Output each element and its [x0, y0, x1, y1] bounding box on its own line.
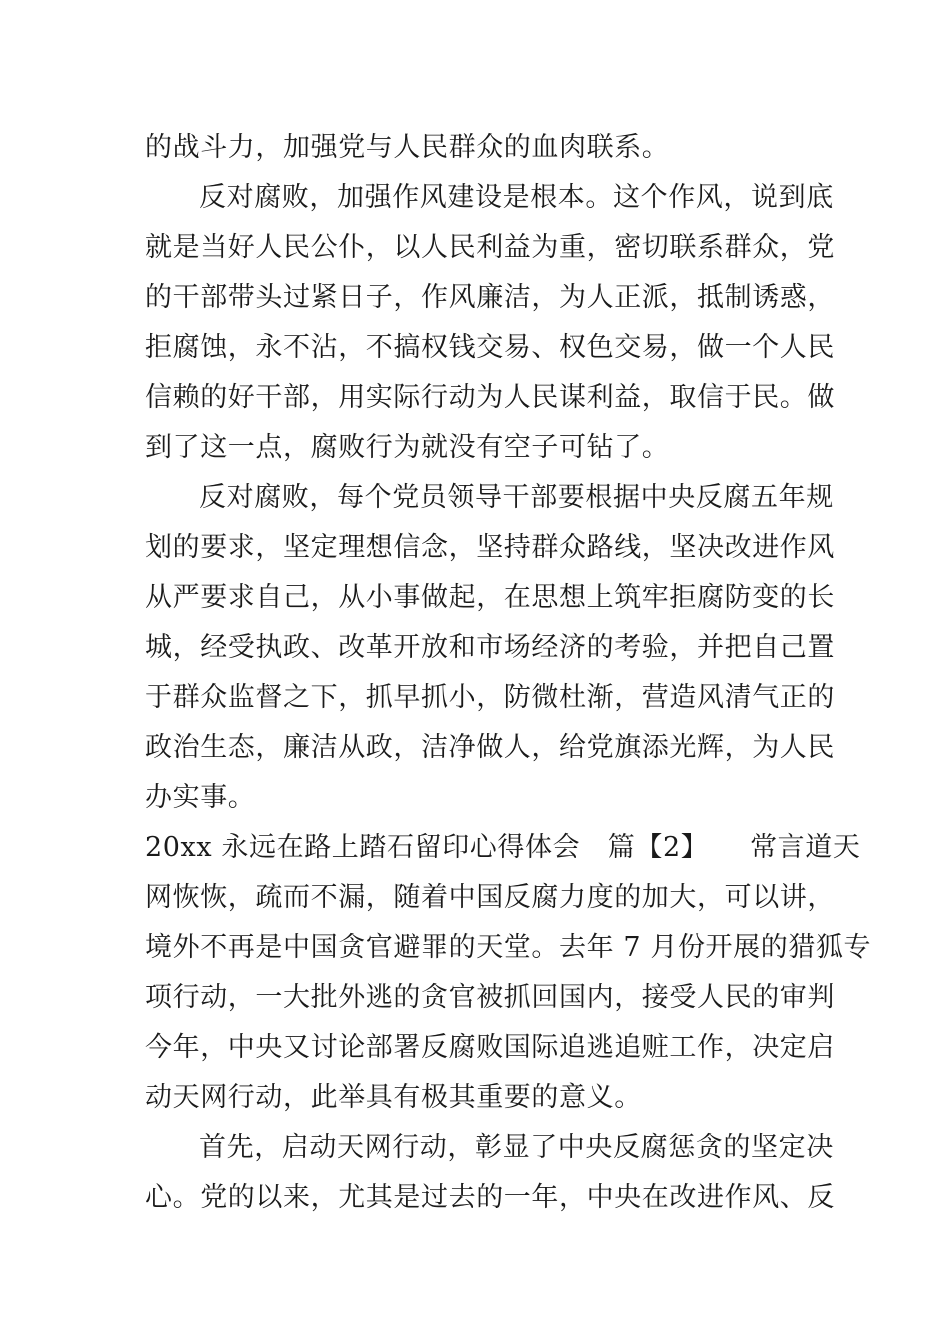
- text-line: 划的要求，坚定理想信念，坚持群众路线，坚决改进作风: [145, 532, 835, 563]
- text-line: 的战斗力，加强党与人民群众的血肉联系。: [145, 132, 670, 163]
- text-line: 今年，中央又讨论部署反腐败国际追逃追赃工作，决定启: [145, 1032, 835, 1063]
- text-line: 项行动，一大批外逃的贪官被抓回国内，接受人民的审判: [145, 982, 835, 1013]
- text-line: 动天网行动，此举具有极其重要的意义。: [145, 1082, 642, 1113]
- text-line: 的干部带头过紧日子，作风廉洁，为人正派，抵制诱惑，: [145, 282, 835, 313]
- text-line: 境外不再是中国贪官避罪的天堂。去年 7 月份开展的猎狐专: [145, 932, 872, 963]
- text-line: 于群众监督之下，抓早抓小，防微杜渐，营造风清气正的: [145, 682, 835, 713]
- text-line: 就是当好人民公仆，以人民利益为重，密切联系群众，党: [145, 232, 835, 263]
- text-line: 政治生态，廉洁从政，洁净做人，给党旗添光辉，为人民: [145, 732, 835, 763]
- text-line: 从严要求自己，从小事做起，在思想上筑牢拒腐防变的长: [145, 582, 835, 613]
- paragraph-first-line: 反对腐败，每个党员领导干部要根据中央反腐五年规: [199, 482, 834, 513]
- text-line: 办实事。: [145, 782, 256, 813]
- paragraph-first-line: 反对腐败，加强作风建设是根本。这个作风，说到底: [199, 182, 834, 213]
- text-line: 拒腐蚀，永不沾，不搞权钱交易、权色交易，做一个人民: [145, 332, 835, 363]
- text-line: 网恢恢，疏而不漏，随着中国反腐力度的加大，可以讲，: [145, 882, 835, 913]
- text-line: 信赖的好干部，用实际行动为人民谋利益，取信于民。做: [145, 382, 835, 413]
- section-heading-line: 20xx 永远在路上踏石留印心得体会 篇【2】 常言道天: [145, 832, 861, 863]
- text-line: 心。党的以来，尤其是过去的一年，中央在改进作风、反: [145, 1182, 835, 1213]
- text-line: 到了这一点，腐败行为就没有空子可钻了。: [145, 432, 670, 463]
- text-line: 城，经受执政、改革开放和市场经济的考验，并把自己置: [145, 632, 835, 663]
- paragraph-first-line: 首先，启动天网行动，彰显了中央反腐惩贪的坚定决: [199, 1132, 834, 1163]
